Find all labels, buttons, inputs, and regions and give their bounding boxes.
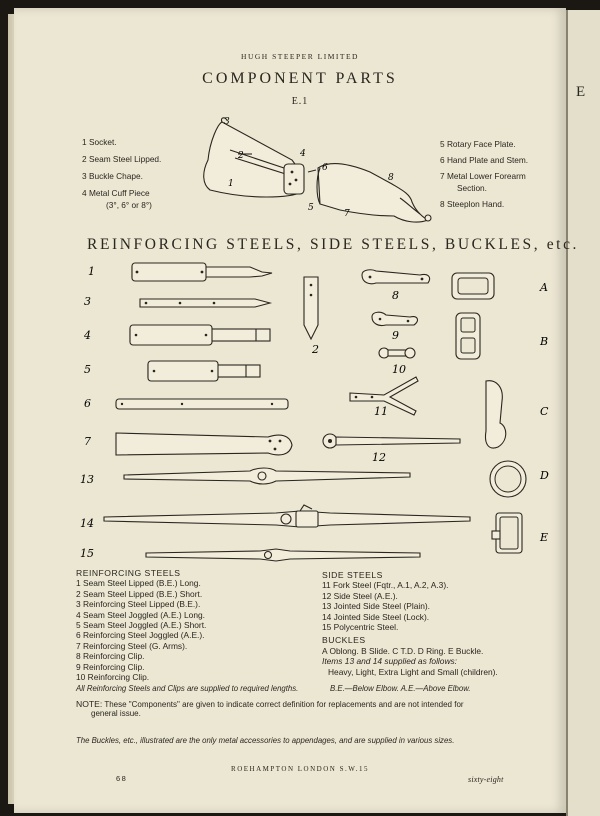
figure-number: 14 [80,517,94,530]
list-item: 11 Fork Steel (Fqtr., A.1, A.2, A.3). [322,580,449,591]
list-item: 13 Jointed Side Steel (Plain). [322,601,431,612]
list-item: 9 Reinforcing Clip. [76,661,145,672]
note-block [76,699,464,718]
figure-number: 8 [392,289,399,302]
figure-number: 9 [392,329,399,342]
components-left-list [82,136,161,210]
buckles-line: A Oblong. B Slide. C T.D. D Ring. E Buckle. [322,645,484,656]
arm-callout: 6 [322,163,328,173]
note-label: NOTE: [76,699,103,709]
figure-number: 7 [84,435,91,448]
lengths-note: All Reinforcing Steels and Clips are supplied to required lengths. [76,684,299,693]
list-item: 7 Reinforcing Steel (G. Arms). [76,640,188,651]
figure-number: 4 [84,329,91,342]
side-steels-list [322,570,498,677]
list-item: 3 Reinforcing Steel Lipped (B.E.). [76,599,201,610]
list-item: 14 Jointed Side Steel (Lock). [322,611,430,622]
arm-callout: 5 [308,203,314,213]
steel-6 [116,399,288,409]
list-item: 10 Reinforcing Clip. [76,672,150,683]
component-item: 3 Buckle Chape. [82,171,143,181]
figure-letter: E [540,531,549,544]
component-item: 7 Metal Lower Forearm [440,171,526,181]
list-item: 15 Polycentric Steel. [322,622,399,633]
arm-callout: 4 [300,149,306,159]
list-item: 5 Seam Steel Joggled (A.E.) Short. [76,620,207,631]
page-subtitle: E.1 [291,96,309,107]
buckle-c-td [486,381,506,448]
component-item-sub: Section. [457,183,487,193]
component-item: 5 Rotary Face Plate. [440,139,516,149]
figure-number: 15 [80,547,94,560]
figure-number: 13 [80,473,94,486]
list-item: 6 Reinforcing Steel Joggled (A.E.). [76,630,205,641]
clip-8 [362,270,430,284]
note-line-2: general issue. [91,709,141,718]
figure-number: 2 [312,343,319,356]
figure-number: 11 [374,405,388,418]
lengths-note-row [76,684,546,693]
section-heading: REINFORCING STEELS, SIDE STEELS, BUCKLES, etc. [87,236,580,253]
sizes-line: Heavy, Light, Extra Light and Small (children). [328,666,498,677]
reinforcing-heading: REINFORCING STEELS [76,568,181,578]
note-line-1: These "Components" are given to indicate correct definition for replacements and are not intended for [104,700,464,709]
supply-note: Items 13 and 14 supplied as follows: [322,656,458,667]
abbrev-note: B.E.—Below Elbow. A.E.—Above Elbow. [330,684,471,693]
buckles-note: The Buckles, etc., illustrated are the only metal accessories to appendages, and are supplied in various sizes. [76,736,455,745]
component-item: 2 Seam Steel Lipped. [82,154,162,164]
arm-callout: 1 [228,179,234,189]
list-item: 1 Seam Steel Lipped (B.E.) Long. [76,578,201,589]
figure-letter: A [540,281,548,294]
figure-letter: D [540,469,549,482]
list-item: 8 Reinforcing Clip. [76,651,145,662]
list-item: 2 Seam Steel Lipped (B.E.) Short. [76,588,203,599]
component-item: 8 Steeplon Hand. [440,199,505,209]
figure-number: 10 [392,363,406,376]
next-page-letter: E [576,84,587,100]
parts-illustration [0,255,600,570]
list-item: 4 Seam Steel Joggled (A.E.) Long. [76,609,205,620]
page-number: 68 [116,774,128,783]
component-item: 4 Metal Cuff Piece [82,188,150,198]
page-number-words: sixty-eight [468,775,504,784]
arm-illustration [180,110,450,230]
figure-letter: C [540,405,549,418]
components-right-list [440,138,528,211]
steel-13 [124,468,410,484]
company-name: HUGH STEEPER LIMITED [241,52,359,61]
arm-callout: 7 [344,209,350,219]
component-item-sub: (3°, 6° or 8°) [106,200,152,210]
steel-1-hinge [132,263,206,281]
steel-15 [146,549,420,561]
buckles-heading: BUCKLES [322,635,366,646]
reinforcing-steels-list [76,568,206,682]
component-item: 1 Socket. [82,137,117,147]
figure-letter: B [540,335,549,348]
component-item: 6 Hand Plate and Stem. [440,155,529,165]
page-title: COMPONENT PARTS [202,70,398,87]
arm-callout: 3 [224,117,230,127]
figure-number: 3 [84,295,91,308]
figure-number: 5 [84,363,91,376]
figure-number: 1 [88,265,95,278]
side-steels-heading: SIDE STEELS [322,570,383,580]
steel-7 [116,433,292,455]
list-item: 12 Side Steel (A.E.). [322,590,398,601]
figure-number: 12 [372,451,386,464]
arm-callout: 2 [238,151,244,161]
arm-callout: 8 [388,173,394,183]
footer-location: ROEHAMPTON LONDON S.W.15 [231,765,369,773]
steel-3 [140,299,270,307]
figure-number: 6 [84,397,91,410]
